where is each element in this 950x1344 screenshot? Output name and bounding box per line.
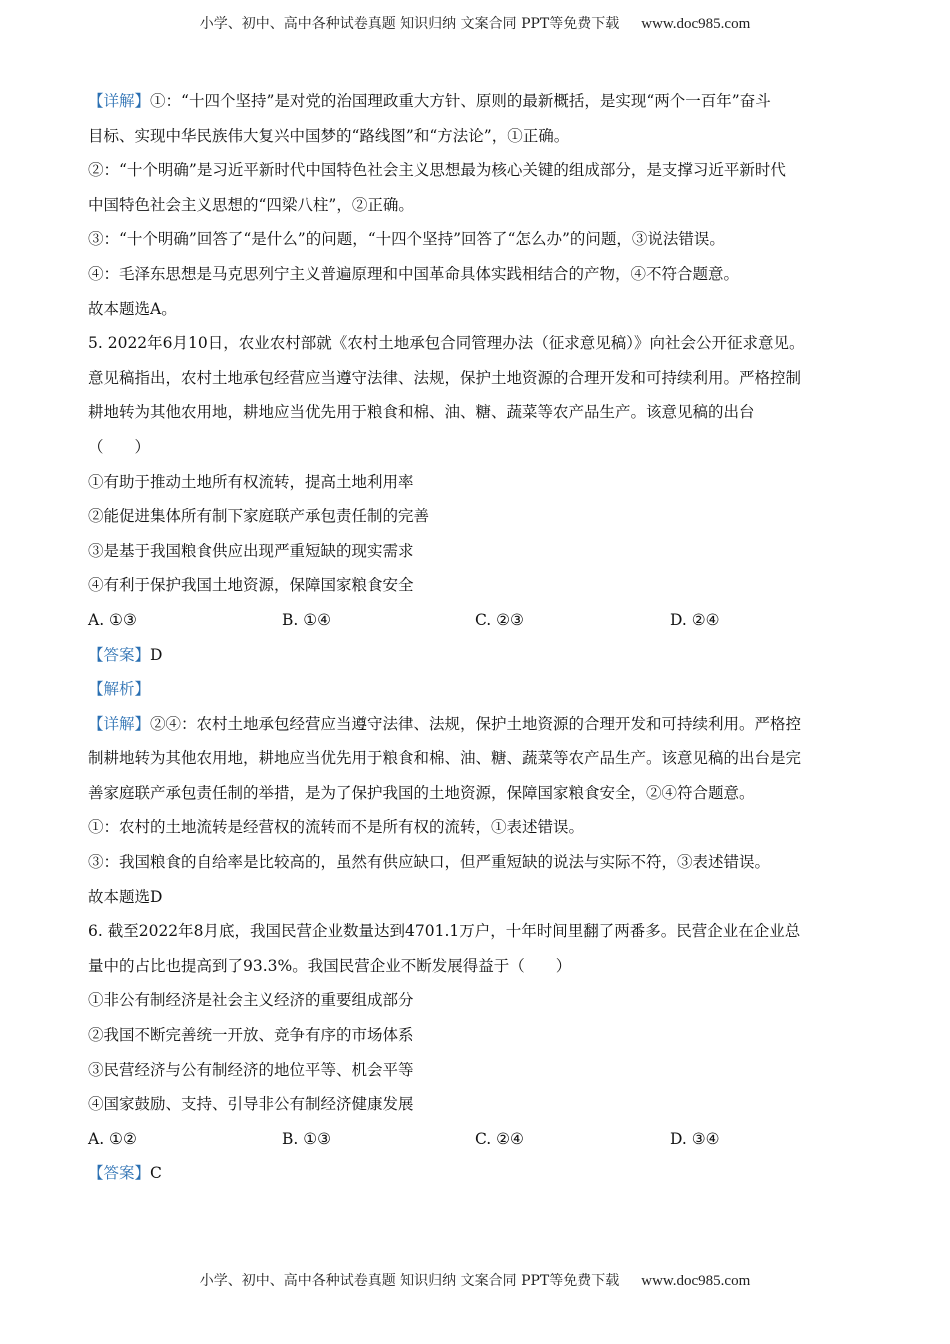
q5-option-b: B. ①④ bbox=[282, 610, 332, 629]
q5-detail-line-2: 制耕地转为其他农用地，耕地应当优先用于粮食和棉、油、糖、蔬菜等农产品生产。该意见稿的出台是完 bbox=[88, 749, 802, 768]
q5-stem-line-3: 耕地转为其他农用地，耕地应当优先用于粮食和棉、油、糖、蔬菜等农产品生产。该意见稿的出台 bbox=[88, 403, 755, 422]
q5-detail-tag: 【详解】 bbox=[88, 714, 151, 733]
q4-detail-tag: 【详解】 bbox=[88, 92, 151, 110]
q6-answer-value: C bbox=[150, 1164, 162, 1183]
q4-detail-line-2: 目标、实现中华民族伟大复兴中国梦的“路线图”和“方法论”，①正确。 bbox=[88, 126, 570, 145]
q4-conclusion: 故本题选A。 bbox=[88, 299, 177, 318]
q4-detail-line-1: 【详解】①：“十四个坚持”是对党的治国理政重大方针、原则的最新概括，是实现“两个一百年”奋斗 bbox=[88, 92, 771, 110]
q5-answer-tag: 【答案】 bbox=[88, 645, 151, 664]
q4-detail-line-4: 中国特色社会主义思想的“四梁八柱”，②正确。 bbox=[88, 195, 414, 214]
q5-detail-line-4: ①：农村的土地流转是经营权的流转而不是所有权的流转，①表述错误。 bbox=[88, 818, 585, 837]
q5-option-a: A. ①③ bbox=[88, 610, 137, 629]
q5-statement-4: ④有利于保护我国土地资源，保障国家粮食安全 bbox=[88, 576, 414, 595]
header-text: 小学、初中、高中各种试卷真题 知识归纳 文案合同 PPT等免费下载 bbox=[199, 16, 620, 32]
q5-options bbox=[88, 603, 868, 638]
page-footer bbox=[0, 1270, 950, 1290]
q6-option-d: D. ③④ bbox=[670, 1129, 720, 1148]
q5-stem-line-1: 5. 2022年6月10日，农业农村部就《农村土地承包合同管理办法（征求意见稿）》向社会公开征求意见。 bbox=[88, 334, 805, 353]
q6-option-c: C. ②④ bbox=[475, 1129, 524, 1148]
q4-detail-line-6: ④：毛泽东思想是马克思列宁主义普遍原理和中国革命具体实践相结合的产物，④不符合题意。 bbox=[88, 264, 740, 283]
q5-stem-line-2: 意见稿指出，农村土地承包经营应当遵守法律、法规，保护土地资源的合理开发和可持续利用。严格控制 bbox=[88, 368, 802, 387]
q6-options bbox=[88, 1122, 868, 1157]
q5-option-d: D. ②④ bbox=[670, 610, 720, 629]
footer-url[interactable]: www.doc985.com bbox=[641, 1273, 751, 1289]
q6-stem-line-1: 6. 截至2022年8月底，我国民营企业数量达到4701.1万户，十年时间里翻了两番多。民营企业在企业总 bbox=[88, 922, 801, 941]
footer-text: 小学、初中、高中各种试卷真题 知识归纳 文案合同 PPT等免费下载 bbox=[199, 1273, 620, 1289]
q6-statement-3: ③民营经济与公有制经济的地位平等、机会平等 bbox=[88, 1060, 414, 1079]
header-url[interactable]: www.doc985.com bbox=[641, 16, 751, 32]
q5-statement-3: ③是基于我国粮食供应出现严重短缺的现实需求 bbox=[88, 541, 414, 560]
q5-statement-1: ①有助于推动土地所有权流转，提高土地利用率 bbox=[88, 472, 414, 491]
q6-statement-2: ②我国不断完善统一开放、竞争有序的市场体系 bbox=[88, 1026, 414, 1045]
q5-analysis bbox=[88, 672, 868, 707]
q6-statement-1: ①非公有制经济是社会主义经济的重要组成部分 bbox=[88, 991, 414, 1010]
q6-option-a: A. ①② bbox=[88, 1129, 137, 1148]
q5-detail-line-1: 【详解】②④：农村土地承包经营应当遵守法律、法规，保护土地资源的合理开发和可持续利用。严格控 bbox=[88, 714, 802, 733]
q4-detail-line-3: ②：“十个明确”是习近平新时代中国特色社会主义思想最为核心关键的组成部分，是支撑习近平新时代 bbox=[88, 161, 786, 180]
q4-detail-line-5: ③：“十个明确”回答了“是什么”的问题，“十四个坚持”回答了“怎么办”的问题，③说法错误。 bbox=[88, 230, 725, 249]
q5-answer-value: D bbox=[150, 645, 163, 664]
q6-answer-tag: 【答案】 bbox=[88, 1164, 151, 1183]
q5-answer bbox=[88, 638, 868, 673]
q5-conclusion: 故本题选D bbox=[88, 887, 163, 906]
q6-stem-line-2: 量中的占比也提高到了93.3%。我国民营企业不断发展得益于（ ） bbox=[88, 956, 572, 975]
q5-statement-2: ②能促进集体所有制下家庭联产承包责任制的完善 bbox=[88, 507, 430, 526]
q6-statement-4: ④国家鼓励、支持、引导非公有制经济健康发展 bbox=[88, 1095, 414, 1114]
q6-answer bbox=[88, 1156, 868, 1191]
q5-option-c: C. ②③ bbox=[475, 610, 524, 629]
q5-answer-blank: （ ） bbox=[88, 437, 151, 456]
q5-analysis-tag: 【解析】 bbox=[88, 680, 151, 699]
q5-detail-line-5: ③：我国粮食的自给率是比较高的，虽然有供应缺口，但严重短缺的说法与实际不符，③表述错误。 bbox=[88, 853, 771, 872]
document-body bbox=[88, 84, 868, 1191]
q6-option-b: B. ①③ bbox=[282, 1129, 332, 1148]
q5-detail-line-3: 善家庭联产承包责任制的举措，是为了保护我国的土地资源，保障国家粮食安全，②④符合题意。 bbox=[88, 783, 755, 802]
page-header bbox=[0, 13, 950, 33]
